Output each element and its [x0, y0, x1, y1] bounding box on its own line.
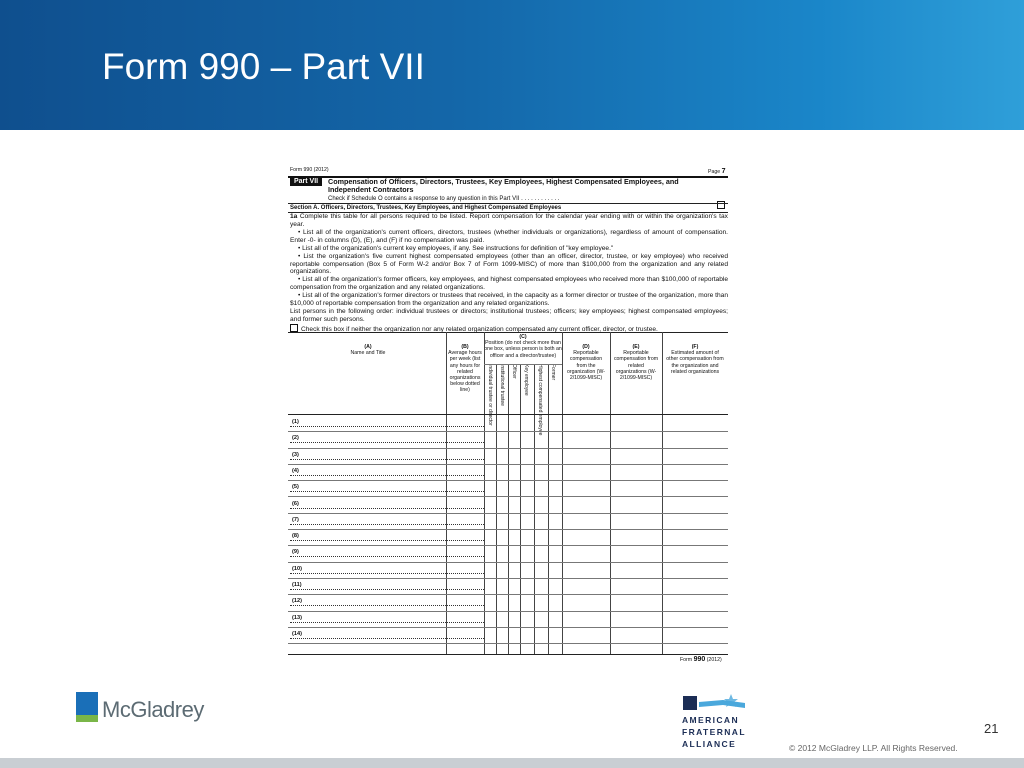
table-row [288, 546, 728, 562]
afa-line-1: AMERICAN [682, 715, 740, 725]
part-title-line-2: Independent Contractors [328, 185, 414, 194]
pos-header-divider [484, 364, 562, 365]
pos-highest-compensated-label: Highest compensated employee [537, 364, 543, 436]
row-number: (7) [292, 516, 299, 523]
row-number: (6) [292, 500, 299, 507]
table-row [288, 432, 728, 448]
schedule-o-check-text: Check if Schedule O contains a response to any question in this Part VII . . . . . . . . . . . . [328, 196, 560, 202]
section-a-heading: Section A. Officers, Directors, Trustees, Key Employees, and Highest Compensated Employees [290, 205, 562, 211]
rule-section-a [288, 203, 728, 204]
col-d-header: (D) Reportable compensation from the organization (W-2/1099-MISC) [567, 344, 605, 382]
row-number: (11) [292, 582, 302, 588]
afa-line-3: ALLIANCE [682, 739, 737, 749]
row-dotted-line [290, 491, 484, 492]
row-dotted-line [290, 589, 484, 590]
row-dotted-line [290, 622, 484, 623]
table-bottom-rule [288, 654, 728, 655]
row-dotted-line [290, 426, 484, 427]
row-number: (4) [292, 467, 299, 474]
row-number: (14) [292, 630, 302, 637]
page-label: Page 7 [708, 168, 726, 175]
table-row [288, 579, 728, 595]
mcgladrey-logo [76, 692, 216, 724]
table-row [288, 465, 728, 481]
row-dotted-line [290, 556, 484, 557]
pos-key-employee-label: Key employee [523, 364, 529, 396]
neither-checkbox[interactable] [290, 324, 298, 332]
order-instructions: List persons in the following order: individual trustees or directors; institutional trustees; officers; key employees; highest compensated employees; and former such persons. [290, 308, 728, 323]
page-number: 21 [984, 721, 999, 736]
col-b-header: (B) Average hours per week (list any hours for related organizations below dotted line) [448, 344, 482, 394]
form-id: Form 990 (2012) [290, 167, 329, 173]
table-row [288, 416, 728, 432]
row-number: (2) [292, 435, 299, 442]
slide-header-band [0, 0, 1024, 130]
table-row [288, 449, 728, 465]
bullet-former-directors: • List all of the organization's former directors or trustees that received, in the capacity as a former director or trustee of the organization, more than $10,000 of reportable compensation from the organization and any related organizations. [290, 292, 728, 307]
slide-title: Form 990 – Part VII [102, 46, 425, 87]
row-number: (5) [292, 484, 299, 491]
header-bottom-rule [288, 414, 728, 415]
line-1a-text: 1a Complete this table for all persons required to be listed. Report compensation for the calendar year ending with or within the organization's tax year. [290, 213, 728, 228]
col-c-header: (C) Position (do not check more than one box, unless person is both an officer and a director/trustee) [484, 334, 562, 359]
part-badge: Part VII [290, 177, 322, 186]
col-a-header: (A) Name and Title [350, 344, 386, 357]
row-dotted-line [290, 573, 484, 574]
form-footer: Form 990 (2012) [680, 656, 722, 663]
row-dotted-line [290, 475, 484, 476]
row-bottom-line [288, 643, 728, 644]
table-row [288, 530, 728, 546]
row-dotted-line [290, 540, 484, 541]
table-row [288, 595, 728, 611]
afa-line-2: FRATERNAL [682, 727, 746, 737]
col-f-header: (F) Estimated amount of other compensation from the organization and related organizations [666, 344, 724, 375]
bottom-bar [0, 758, 1024, 768]
row-dotted-line [290, 459, 484, 460]
bullet-key-employees: • List all of the organization's current key employees, if any. See instructions for definition of "key employee." [298, 245, 614, 252]
row-dotted-line [290, 524, 484, 525]
col-e-header: (E) Reportable compensation from related organizations (W-2/1099-MISC) [613, 344, 659, 382]
copyright-notice: © 2012 McGladrey LLP. All Rights Reserved. [789, 743, 958, 753]
row-number: (10) [292, 565, 302, 572]
row-number: (8) [292, 533, 299, 540]
form-990-page [288, 166, 728, 664]
row-dotted-line [290, 508, 484, 509]
neither-check-line: Check this box if neither the organization nor any related organization compensated any current officer, director, or trustee. [290, 324, 728, 334]
row-dotted-line [290, 605, 484, 606]
table-row [288, 612, 728, 628]
afa-logo [680, 694, 750, 754]
row-number: (9) [292, 549, 299, 556]
bullet-highest-compensated: • List the organization's five current highest compensated employees (other than an officer, director, trustee, or key employee) who received reportable compensation (Box 5 of Form W-2 and/or Box 7 of Form 1099-MISC) of more than $100,000 from the organization and any related organizations. [290, 253, 728, 276]
table-row [288, 481, 728, 497]
table-row [288, 514, 728, 530]
pos-former-label: Former [550, 364, 556, 381]
part-title-line-1: Compensation of Officers, Directors, Trustees, Key Employees, Highest Compensated Employees, and [328, 177, 679, 186]
schedule-o-checkbox[interactable] [717, 195, 728, 213]
table-row [288, 498, 728, 514]
mcgladrey-logo-text: McGladrey [102, 697, 204, 722]
table-row [288, 563, 728, 579]
pos-institutional-trustee-label: Institutional trustee [499, 364, 505, 406]
row-number: (12) [292, 598, 302, 605]
pos-officer-label: Officer [511, 364, 517, 379]
bullet-former-officers: • List all of the organization's former officers, key employees, and highest compensated employees who received more than $100,000 of reportable compensation from the organization and any related organizations. [290, 276, 728, 291]
row-number: (1) [292, 419, 299, 425]
afa-flag-mark [683, 694, 747, 712]
row-number: (13) [292, 614, 302, 621]
pos-individual-trustee-label: Individual trustee or director [487, 364, 493, 426]
row-number: (3) [292, 451, 299, 458]
row-dotted-line [290, 638, 484, 639]
bullet-current-officers: • List all of the organization's current officers, directors, trustees (whether individuals or organizations), regardless of amount of compensation. Enter -0- in columns (D), (E), and (F) if no compensation was paid. [290, 229, 728, 244]
table-row [288, 628, 728, 644]
row-dotted-line [290, 442, 484, 443]
mcgladrey-logo-mark [76, 692, 98, 722]
